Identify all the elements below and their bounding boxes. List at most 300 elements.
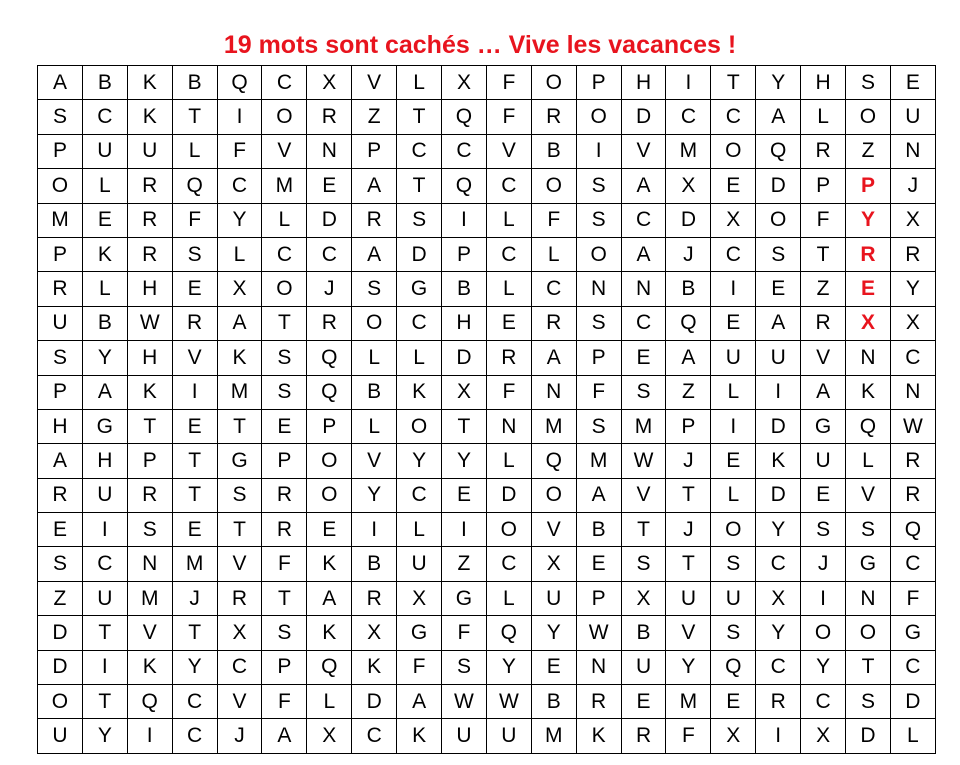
- grid-cell[interactable]: I: [217, 100, 262, 134]
- grid-cell[interactable]: K: [127, 66, 172, 100]
- grid-cell[interactable]: A: [397, 685, 442, 719]
- grid-cell[interactable]: V: [846, 478, 891, 512]
- grid-cell[interactable]: H: [38, 409, 83, 443]
- grid-cell[interactable]: G: [217, 444, 262, 478]
- grid-cell[interactable]: D: [756, 478, 801, 512]
- grid-cell[interactable]: U: [621, 650, 666, 684]
- grid-cell[interactable]: M: [576, 444, 621, 478]
- grid-cell[interactable]: Z: [801, 272, 846, 306]
- grid-cell[interactable]: E: [711, 169, 756, 203]
- grid-cell[interactable]: Q: [711, 650, 756, 684]
- grid-cell[interactable]: T: [397, 100, 442, 134]
- grid-cell[interactable]: A: [38, 444, 83, 478]
- grid-cell[interactable]: U: [38, 306, 83, 340]
- grid-cell[interactable]: E: [486, 306, 531, 340]
- grid-cell[interactable]: O: [307, 444, 352, 478]
- grid-cell[interactable]: S: [756, 237, 801, 271]
- grid-cell[interactable]: R: [846, 237, 891, 271]
- grid-cell[interactable]: Z: [442, 547, 487, 581]
- grid-cell[interactable]: O: [531, 66, 576, 100]
- grid-cell[interactable]: E: [172, 409, 217, 443]
- grid-cell[interactable]: J: [666, 237, 711, 271]
- grid-cell[interactable]: D: [442, 341, 487, 375]
- grid-cell[interactable]: W: [576, 616, 621, 650]
- grid-cell[interactable]: Y: [756, 616, 801, 650]
- grid-cell[interactable]: O: [531, 478, 576, 512]
- grid-cell[interactable]: M: [262, 169, 307, 203]
- grid-cell[interactable]: O: [486, 513, 531, 547]
- grid-cell[interactable]: G: [890, 616, 935, 650]
- grid-cell[interactable]: L: [262, 203, 307, 237]
- grid-cell[interactable]: L: [486, 444, 531, 478]
- grid-cell[interactable]: A: [352, 169, 397, 203]
- grid-cell[interactable]: E: [82, 203, 127, 237]
- grid-cell[interactable]: V: [352, 66, 397, 100]
- grid-cell[interactable]: A: [621, 237, 666, 271]
- grid-cell[interactable]: C: [890, 650, 935, 684]
- grid-cell[interactable]: C: [711, 100, 756, 134]
- grid-cell[interactable]: V: [801, 341, 846, 375]
- grid-cell[interactable]: O: [801, 616, 846, 650]
- grid-cell[interactable]: D: [666, 203, 711, 237]
- grid-cell[interactable]: K: [127, 650, 172, 684]
- grid-cell[interactable]: C: [621, 306, 666, 340]
- grid-cell[interactable]: S: [262, 341, 307, 375]
- grid-cell[interactable]: F: [262, 685, 307, 719]
- grid-cell[interactable]: E: [172, 272, 217, 306]
- grid-cell[interactable]: R: [890, 444, 935, 478]
- grid-cell[interactable]: X: [666, 169, 711, 203]
- grid-cell[interactable]: D: [890, 685, 935, 719]
- grid-cell[interactable]: B: [531, 685, 576, 719]
- grid-cell[interactable]: A: [82, 375, 127, 409]
- grid-cell[interactable]: B: [621, 616, 666, 650]
- grid-cell[interactable]: X: [442, 66, 487, 100]
- grid-cell[interactable]: E: [531, 650, 576, 684]
- grid-cell[interactable]: I: [756, 719, 801, 753]
- grid-cell[interactable]: I: [711, 272, 756, 306]
- grid-cell[interactable]: G: [846, 547, 891, 581]
- grid-cell[interactable]: D: [621, 100, 666, 134]
- grid-cell[interactable]: L: [531, 237, 576, 271]
- grid-cell[interactable]: U: [711, 341, 756, 375]
- grid-cell[interactable]: L: [397, 341, 442, 375]
- grid-cell[interactable]: Y: [846, 203, 891, 237]
- grid-cell[interactable]: L: [82, 169, 127, 203]
- grid-cell[interactable]: Y: [397, 444, 442, 478]
- grid-cell[interactable]: N: [846, 581, 891, 615]
- grid-cell[interactable]: M: [666, 134, 711, 168]
- grid-cell[interactable]: S: [711, 616, 756, 650]
- grid-cell[interactable]: S: [621, 375, 666, 409]
- grid-cell[interactable]: F: [397, 650, 442, 684]
- grid-cell[interactable]: O: [352, 306, 397, 340]
- grid-cell[interactable]: F: [486, 100, 531, 134]
- grid-cell[interactable]: X: [801, 719, 846, 753]
- grid-cell[interactable]: U: [397, 547, 442, 581]
- grid-cell[interactable]: N: [890, 375, 935, 409]
- grid-cell[interactable]: S: [846, 685, 891, 719]
- grid-cell[interactable]: B: [352, 375, 397, 409]
- grid-cell[interactable]: S: [711, 547, 756, 581]
- grid-cell[interactable]: C: [262, 66, 307, 100]
- grid-cell[interactable]: Y: [531, 616, 576, 650]
- grid-cell[interactable]: X: [621, 581, 666, 615]
- grid-cell[interactable]: K: [397, 719, 442, 753]
- grid-cell[interactable]: D: [756, 409, 801, 443]
- grid-cell[interactable]: J: [890, 169, 935, 203]
- grid-cell[interactable]: D: [486, 478, 531, 512]
- grid-cell[interactable]: R: [127, 169, 172, 203]
- grid-cell[interactable]: B: [352, 547, 397, 581]
- grid-cell[interactable]: X: [442, 375, 487, 409]
- grid-cell[interactable]: U: [38, 719, 83, 753]
- grid-cell[interactable]: R: [801, 306, 846, 340]
- grid-cell[interactable]: K: [217, 341, 262, 375]
- grid-cell[interactable]: H: [801, 66, 846, 100]
- grid-cell[interactable]: O: [38, 685, 83, 719]
- grid-cell[interactable]: M: [172, 547, 217, 581]
- grid-cell[interactable]: H: [82, 444, 127, 478]
- grid-cell[interactable]: R: [262, 478, 307, 512]
- grid-cell[interactable]: L: [711, 478, 756, 512]
- grid-cell[interactable]: X: [217, 616, 262, 650]
- grid-cell[interactable]: P: [846, 169, 891, 203]
- grid-cell[interactable]: V: [217, 547, 262, 581]
- grid-cell[interactable]: Y: [442, 444, 487, 478]
- grid-cell[interactable]: S: [397, 203, 442, 237]
- grid-cell[interactable]: S: [262, 616, 307, 650]
- grid-cell[interactable]: C: [352, 719, 397, 753]
- grid-cell[interactable]: S: [352, 272, 397, 306]
- grid-cell[interactable]: K: [82, 237, 127, 271]
- grid-cell[interactable]: H: [127, 272, 172, 306]
- grid-cell[interactable]: J: [172, 581, 217, 615]
- grid-cell[interactable]: Y: [666, 650, 711, 684]
- grid-cell[interactable]: C: [172, 719, 217, 753]
- grid-cell[interactable]: C: [486, 169, 531, 203]
- grid-cell[interactable]: L: [397, 66, 442, 100]
- grid-cell[interactable]: J: [217, 719, 262, 753]
- grid-cell[interactable]: Q: [442, 169, 487, 203]
- grid-cell[interactable]: B: [82, 306, 127, 340]
- grid-cell[interactable]: N: [127, 547, 172, 581]
- grid-cell[interactable]: P: [127, 444, 172, 478]
- grid-cell[interactable]: T: [711, 66, 756, 100]
- grid-cell[interactable]: V: [217, 685, 262, 719]
- grid-cell[interactable]: G: [801, 409, 846, 443]
- grid-cell[interactable]: O: [711, 513, 756, 547]
- grid-cell[interactable]: T: [442, 409, 487, 443]
- grid-cell[interactable]: S: [621, 547, 666, 581]
- grid-cell[interactable]: R: [352, 203, 397, 237]
- grid-cell[interactable]: P: [666, 409, 711, 443]
- grid-cell[interactable]: X: [756, 581, 801, 615]
- grid-cell[interactable]: V: [352, 444, 397, 478]
- grid-cell[interactable]: U: [711, 581, 756, 615]
- grid-cell[interactable]: U: [486, 719, 531, 753]
- grid-cell[interactable]: Q: [172, 169, 217, 203]
- grid-cell[interactable]: V: [262, 134, 307, 168]
- grid-cell[interactable]: I: [666, 66, 711, 100]
- grid-cell[interactable]: Y: [486, 650, 531, 684]
- grid-cell[interactable]: E: [846, 272, 891, 306]
- grid-cell[interactable]: C: [307, 237, 352, 271]
- grid-cell[interactable]: C: [756, 650, 801, 684]
- grid-cell[interactable]: P: [352, 134, 397, 168]
- grid-cell[interactable]: O: [846, 616, 891, 650]
- grid-cell[interactable]: Y: [756, 513, 801, 547]
- grid-cell[interactable]: S: [846, 66, 891, 100]
- grid-cell[interactable]: B: [666, 272, 711, 306]
- grid-cell[interactable]: X: [352, 616, 397, 650]
- grid-cell[interactable]: S: [576, 203, 621, 237]
- grid-cell[interactable]: R: [531, 100, 576, 134]
- grid-cell[interactable]: X: [217, 272, 262, 306]
- grid-cell[interactable]: D: [38, 650, 83, 684]
- grid-cell[interactable]: I: [82, 650, 127, 684]
- grid-cell[interactable]: Z: [38, 581, 83, 615]
- grid-cell[interactable]: E: [172, 513, 217, 547]
- grid-cell[interactable]: T: [666, 547, 711, 581]
- grid-cell[interactable]: X: [890, 306, 935, 340]
- grid-cell[interactable]: X: [846, 306, 891, 340]
- grid-cell[interactable]: I: [801, 581, 846, 615]
- grid-cell[interactable]: Q: [217, 66, 262, 100]
- grid-cell[interactable]: I: [127, 719, 172, 753]
- grid-cell[interactable]: F: [801, 203, 846, 237]
- grid-cell[interactable]: J: [666, 513, 711, 547]
- grid-cell[interactable]: N: [576, 272, 621, 306]
- grid-cell[interactable]: N: [576, 650, 621, 684]
- grid-cell[interactable]: L: [217, 237, 262, 271]
- grid-cell[interactable]: F: [666, 719, 711, 753]
- grid-cell[interactable]: V: [172, 341, 217, 375]
- grid-cell[interactable]: P: [38, 134, 83, 168]
- grid-cell[interactable]: C: [397, 306, 442, 340]
- grid-cell[interactable]: C: [711, 237, 756, 271]
- grid-cell[interactable]: K: [127, 375, 172, 409]
- grid-cell[interactable]: L: [82, 272, 127, 306]
- grid-cell[interactable]: X: [397, 581, 442, 615]
- grid-cell[interactable]: W: [621, 444, 666, 478]
- grid-cell[interactable]: E: [621, 685, 666, 719]
- grid-cell[interactable]: T: [82, 685, 127, 719]
- grid-cell[interactable]: O: [576, 100, 621, 134]
- grid-cell[interactable]: C: [486, 547, 531, 581]
- grid-cell[interactable]: U: [801, 444, 846, 478]
- grid-cell[interactable]: P: [801, 169, 846, 203]
- grid-cell[interactable]: F: [217, 134, 262, 168]
- grid-cell[interactable]: T: [397, 169, 442, 203]
- grid-cell[interactable]: T: [82, 616, 127, 650]
- grid-cell[interactable]: D: [756, 169, 801, 203]
- grid-cell[interactable]: X: [711, 719, 756, 753]
- grid-cell[interactable]: E: [307, 513, 352, 547]
- grid-cell[interactable]: X: [307, 719, 352, 753]
- grid-cell[interactable]: Q: [307, 375, 352, 409]
- grid-cell[interactable]: X: [890, 203, 935, 237]
- grid-cell[interactable]: P: [307, 409, 352, 443]
- grid-cell[interactable]: K: [127, 100, 172, 134]
- grid-cell[interactable]: T: [666, 478, 711, 512]
- grid-cell[interactable]: O: [262, 100, 307, 134]
- grid-cell[interactable]: K: [576, 719, 621, 753]
- grid-cell[interactable]: C: [442, 134, 487, 168]
- grid-cell[interactable]: E: [756, 272, 801, 306]
- grid-cell[interactable]: T: [172, 444, 217, 478]
- grid-cell[interactable]: M: [666, 685, 711, 719]
- grid-cell[interactable]: P: [442, 237, 487, 271]
- grid-cell[interactable]: Z: [846, 134, 891, 168]
- grid-cell[interactable]: C: [756, 547, 801, 581]
- grid-cell[interactable]: K: [307, 547, 352, 581]
- grid-cell[interactable]: U: [666, 581, 711, 615]
- grid-cell[interactable]: P: [38, 375, 83, 409]
- grid-cell[interactable]: R: [486, 341, 531, 375]
- grid-cell[interactable]: R: [38, 272, 83, 306]
- grid-cell[interactable]: L: [352, 341, 397, 375]
- grid-cell[interactable]: M: [127, 581, 172, 615]
- grid-cell[interactable]: U: [127, 134, 172, 168]
- grid-cell[interactable]: G: [397, 272, 442, 306]
- grid-cell[interactable]: A: [576, 478, 621, 512]
- grid-cell[interactable]: A: [756, 100, 801, 134]
- grid-cell[interactable]: S: [576, 306, 621, 340]
- grid-cell[interactable]: C: [217, 169, 262, 203]
- grid-cell[interactable]: L: [846, 444, 891, 478]
- grid-cell[interactable]: B: [576, 513, 621, 547]
- grid-cell[interactable]: G: [397, 616, 442, 650]
- grid-cell[interactable]: F: [890, 581, 935, 615]
- grid-cell[interactable]: E: [576, 547, 621, 581]
- grid-cell[interactable]: H: [621, 66, 666, 100]
- grid-cell[interactable]: S: [576, 169, 621, 203]
- grid-cell[interactable]: R: [217, 581, 262, 615]
- grid-cell[interactable]: M: [621, 409, 666, 443]
- grid-cell[interactable]: A: [621, 169, 666, 203]
- grid-cell[interactable]: C: [262, 237, 307, 271]
- grid-cell[interactable]: Z: [352, 100, 397, 134]
- grid-cell[interactable]: Y: [756, 66, 801, 100]
- grid-cell[interactable]: A: [801, 375, 846, 409]
- grid-cell[interactable]: F: [262, 547, 307, 581]
- grid-cell[interactable]: A: [262, 719, 307, 753]
- grid-cell[interactable]: L: [486, 581, 531, 615]
- grid-cell[interactable]: C: [217, 650, 262, 684]
- grid-cell[interactable]: Y: [172, 650, 217, 684]
- grid-cell[interactable]: E: [262, 409, 307, 443]
- grid-cell[interactable]: D: [307, 203, 352, 237]
- grid-cell[interactable]: T: [172, 478, 217, 512]
- grid-cell[interactable]: T: [127, 409, 172, 443]
- grid-cell[interactable]: H: [127, 341, 172, 375]
- grid-cell[interactable]: M: [38, 203, 83, 237]
- grid-cell[interactable]: P: [262, 650, 307, 684]
- grid-cell[interactable]: V: [621, 134, 666, 168]
- grid-cell[interactable]: H: [442, 306, 487, 340]
- grid-cell[interactable]: I: [172, 375, 217, 409]
- grid-cell[interactable]: K: [397, 375, 442, 409]
- grid-cell[interactable]: P: [262, 444, 307, 478]
- grid-cell[interactable]: A: [756, 306, 801, 340]
- grid-cell[interactable]: R: [621, 719, 666, 753]
- grid-cell[interactable]: C: [666, 100, 711, 134]
- grid-cell[interactable]: V: [666, 616, 711, 650]
- grid-cell[interactable]: X: [531, 547, 576, 581]
- grid-cell[interactable]: Y: [801, 650, 846, 684]
- grid-cell[interactable]: S: [217, 478, 262, 512]
- grid-cell[interactable]: U: [756, 341, 801, 375]
- grid-cell[interactable]: L: [397, 513, 442, 547]
- grid-cell[interactable]: S: [38, 547, 83, 581]
- grid-cell[interactable]: U: [82, 478, 127, 512]
- grid-cell[interactable]: E: [38, 513, 83, 547]
- grid-cell[interactable]: O: [262, 272, 307, 306]
- grid-cell[interactable]: N: [307, 134, 352, 168]
- grid-cell[interactable]: L: [890, 719, 935, 753]
- grid-cell[interactable]: Y: [82, 719, 127, 753]
- grid-cell[interactable]: C: [801, 685, 846, 719]
- grid-cell[interactable]: K: [352, 650, 397, 684]
- grid-cell[interactable]: S: [38, 341, 83, 375]
- grid-cell[interactable]: O: [397, 409, 442, 443]
- grid-cell[interactable]: O: [38, 169, 83, 203]
- grid-cell[interactable]: I: [442, 203, 487, 237]
- grid-cell[interactable]: K: [307, 616, 352, 650]
- grid-cell[interactable]: Q: [486, 616, 531, 650]
- grid-cell[interactable]: D: [397, 237, 442, 271]
- grid-cell[interactable]: S: [127, 513, 172, 547]
- grid-cell[interactable]: T: [262, 581, 307, 615]
- grid-cell[interactable]: X: [711, 203, 756, 237]
- grid-cell[interactable]: K: [846, 375, 891, 409]
- grid-cell[interactable]: R: [890, 478, 935, 512]
- grid-cell[interactable]: I: [711, 409, 756, 443]
- grid-cell[interactable]: T: [172, 616, 217, 650]
- grid-cell[interactable]: A: [217, 306, 262, 340]
- grid-cell[interactable]: A: [352, 237, 397, 271]
- grid-cell[interactable]: A: [531, 341, 576, 375]
- grid-cell[interactable]: S: [846, 513, 891, 547]
- grid-cell[interactable]: S: [172, 237, 217, 271]
- grid-cell[interactable]: J: [307, 272, 352, 306]
- grid-cell[interactable]: N: [486, 409, 531, 443]
- grid-cell[interactable]: N: [890, 134, 935, 168]
- grid-cell[interactable]: R: [172, 306, 217, 340]
- grid-cell[interactable]: W: [890, 409, 935, 443]
- grid-cell[interactable]: V: [531, 513, 576, 547]
- grid-cell[interactable]: I: [352, 513, 397, 547]
- grid-cell[interactable]: R: [756, 685, 801, 719]
- grid-cell[interactable]: M: [531, 409, 576, 443]
- grid-cell[interactable]: O: [576, 237, 621, 271]
- grid-cell[interactable]: T: [846, 650, 891, 684]
- grid-cell[interactable]: V: [486, 134, 531, 168]
- grid-cell[interactable]: T: [217, 513, 262, 547]
- grid-cell[interactable]: M: [531, 719, 576, 753]
- grid-cell[interactable]: R: [307, 306, 352, 340]
- grid-cell[interactable]: Q: [442, 100, 487, 134]
- grid-cell[interactable]: B: [82, 66, 127, 100]
- grid-cell[interactable]: U: [82, 134, 127, 168]
- grid-cell[interactable]: A: [38, 66, 83, 100]
- grid-cell[interactable]: E: [307, 169, 352, 203]
- grid-cell[interactable]: E: [711, 444, 756, 478]
- grid-cell[interactable]: X: [307, 66, 352, 100]
- grid-cell[interactable]: C: [82, 547, 127, 581]
- grid-cell[interactable]: C: [397, 478, 442, 512]
